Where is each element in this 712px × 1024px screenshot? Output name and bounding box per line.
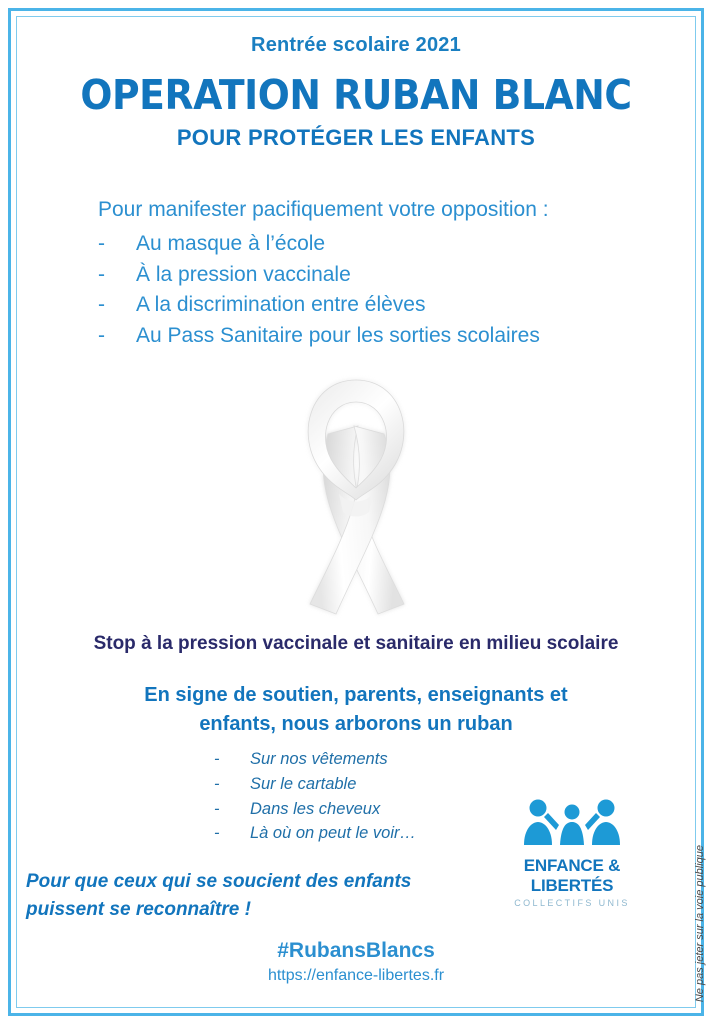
support-line-1: En signe de soutien, parents, enseignants et: [144, 684, 568, 707]
wear-label: Sur nos vêtements: [250, 750, 388, 769]
claim-label: A la discrimination entre élèves: [136, 293, 426, 317]
claims-lead: Pour manifester pacifiquement votre opposition :: [98, 198, 549, 221]
list-bullet-dash: -: [98, 293, 105, 317]
list-item: [98, 229, 686, 259]
wear-label: Dans les cheveux: [250, 799, 381, 818]
list-item: [98, 321, 686, 351]
kicker-text: Rentrée scolaire 2021: [251, 34, 461, 56]
organization-logo: [488, 795, 656, 908]
claim-label: Au Pass Sanitaire pour les sorties scolaires: [136, 323, 540, 347]
page-title: OPERATION RUBAN BLANC: [80, 71, 632, 119]
family-group-icon: [512, 795, 632, 849]
list-item: [214, 772, 686, 797]
poster-content: [26, 24, 686, 1000]
list-bullet-dash: -: [214, 750, 220, 769]
wear-label: Sur le cartable: [250, 774, 357, 793]
hashtag: #RubansBlancs: [277, 939, 435, 963]
stop-statement: Stop à la pression vaccinale et sanitaire en milieu scolaire: [93, 633, 619, 655]
ribbon-illustration: [26, 359, 686, 629]
list-bullet-dash: -: [214, 824, 220, 843]
claim-label: À la pression vaccinale: [136, 262, 351, 286]
legal-note: Ne pas jeter sur la voie publique: [694, 844, 706, 1002]
support-line-2: enfants, nous arborons un ruban: [199, 713, 513, 736]
website-url[interactable]: https://enfance-libertes.fr: [267, 967, 445, 985]
list-item: [98, 290, 686, 320]
list-item: [214, 747, 686, 772]
white-ribbon-icon: [206, 362, 506, 627]
list-bullet-dash: -: [98, 232, 105, 256]
claims-list: [26, 195, 686, 351]
list-item: [98, 260, 686, 290]
wear-label: Là où on peut le voir…: [250, 824, 417, 843]
logo-name: ENFANCE & LIBERTÉS: [523, 856, 621, 895]
closing-statement: [26, 868, 496, 923]
page-subtitle: POUR PROTÉGER LES ENFANTS: [176, 125, 536, 150]
logo-tagline: COLLECTIFS UNIS: [514, 898, 630, 908]
list-bullet-dash: -: [214, 799, 220, 818]
closing-line-2: puissent se reconnaître !: [26, 898, 251, 920]
list-bullet-dash: -: [98, 262, 105, 286]
support-statement: [26, 681, 686, 739]
closing-line-1: Pour que ceux qui se soucient des enfants: [26, 871, 412, 893]
list-bullet-dash: -: [98, 323, 105, 347]
list-bullet-dash: -: [214, 774, 220, 793]
claim-label: Au masque à l’école: [136, 232, 326, 256]
